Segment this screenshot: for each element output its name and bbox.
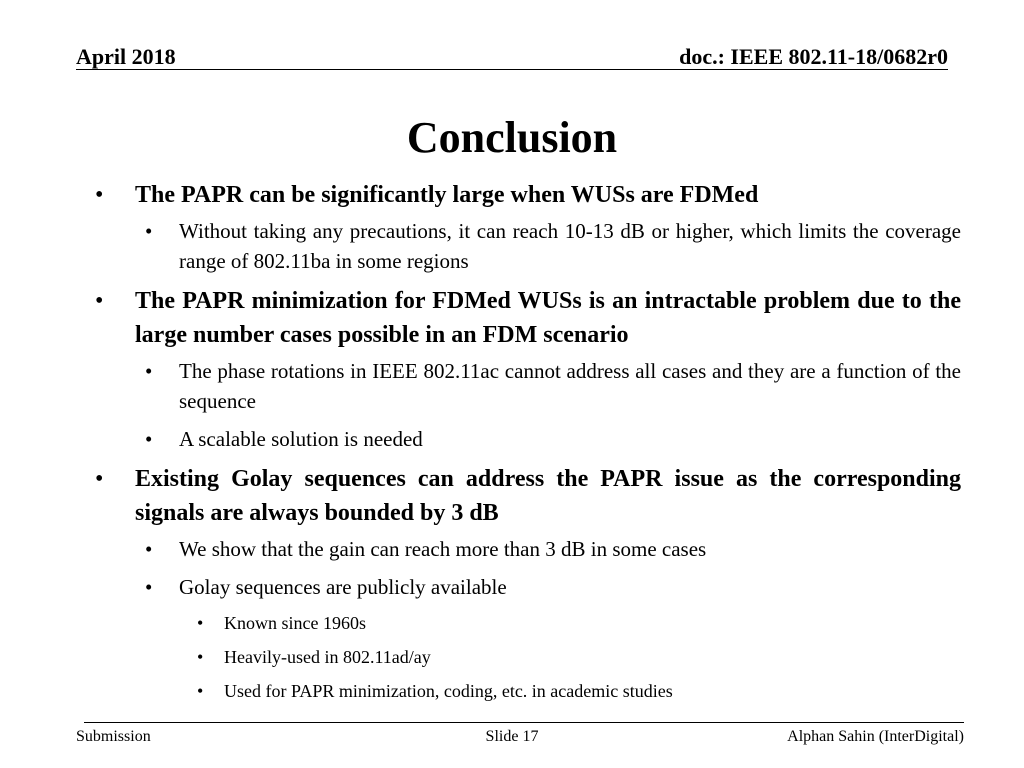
bullet-3-2 (93, 572, 961, 602)
bullet-3-2-2 (93, 644, 961, 670)
bullet-3-text: Existing Golay sequences can address the PAPR issue as the corresponding signals are always bounded by 3 dB (135, 466, 961, 526)
bullet-3-1-text: We show that the gain can reach more than 3 dB in some cases (179, 537, 707, 561)
bullet-1-1-text: Without taking any precautions, it can reach 10-13 dB or higher, which limits the coverage range of 802.11ba in some regions (179, 219, 961, 273)
header-doc-id: doc.: IEEE 802.11-18/0682r0 (679, 44, 948, 69)
footer-submission: Submission (76, 728, 151, 745)
header-date: April 2018 (76, 44, 176, 69)
bullet-marker: • (95, 466, 104, 492)
bullet-2 (93, 284, 961, 352)
bullet-3-2-3 (93, 678, 961, 704)
bullet-1 (93, 178, 961, 212)
bullet-3-2-1 (93, 610, 961, 636)
footer-divider (84, 722, 964, 723)
slide-body (93, 178, 961, 712)
bullet-3-2-3-text: Used for PAPR minimization, coding, etc. in academic studies (224, 681, 673, 701)
bullet-2-1 (93, 356, 961, 416)
footer-slide-number: Slide 17 (485, 728, 539, 745)
bullet-2-2 (93, 424, 961, 454)
bullet-marker: • (197, 647, 204, 667)
header-divider (76, 69, 948, 70)
bullet-2-text: The PAPR minimization for FDMed WUSs is an intractable problem due to the large number cases possible in an FDM scenario (135, 288, 961, 348)
bullet-2-2-text: A scalable solution is needed (179, 427, 423, 451)
bullet-marker: • (145, 537, 153, 561)
bullet-marker: • (197, 681, 204, 701)
bullet-marker: • (95, 288, 104, 314)
bullet-3-1 (93, 534, 961, 564)
bullet-marker: • (145, 219, 153, 243)
bullet-1-text: The PAPR can be significantly large when WUSs are FDMed (135, 182, 759, 208)
bullet-2-1-text: The phase rotations in IEEE 802.11ac cannot address all cases and they are a function of the sequence (179, 359, 961, 413)
bullet-3-2-1-text: Known since 1960s (224, 613, 366, 633)
bullet-marker: • (145, 359, 153, 383)
slide-title: Conclusion (406, 113, 618, 162)
bullet-marker: • (145, 427, 153, 451)
bullet-3-2-text: Golay sequences are publicly available (179, 575, 507, 599)
bullet-3-2-2-text: Heavily-used in 802.11ad/ay (224, 647, 431, 667)
bullet-1-1 (93, 216, 961, 276)
bullet-3 (93, 462, 961, 530)
bullet-marker: • (145, 575, 153, 599)
footer-author: Alphan Sahin (InterDigital) (787, 728, 964, 745)
bullet-marker: • (197, 613, 204, 633)
bullet-marker: • (95, 182, 104, 208)
